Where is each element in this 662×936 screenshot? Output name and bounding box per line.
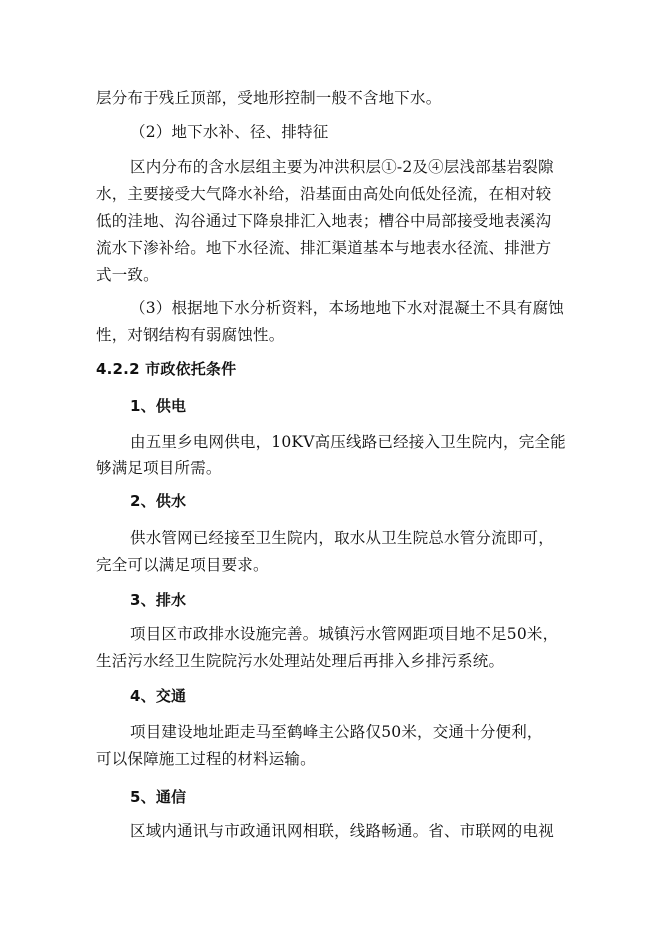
item-heading: 5、通信 <box>130 788 187 806</box>
paragraph-line: 层分布于残丘顶部，受地形控制一般不含地下水。 <box>96 89 442 107</box>
paragraph-line: 区域内通讯与市政通讯网相联，线路畅通。省、市联网的电视 <box>130 822 554 840</box>
paragraph-line: 区内分布的含水层组主要为冲洪积层①-2及④层浅部基岩裂隙 <box>130 158 554 176</box>
paragraph-line: 可以保障施工过程的材料运输。 <box>96 750 316 768</box>
paragraph-line: 低的洼地、沟谷通过下降泉排汇入地表；槽谷中局部接受地表溪沟 <box>96 212 552 230</box>
item-heading: 2、供水 <box>130 492 187 510</box>
paragraph-line: 完全可以满足项目要求。 <box>96 556 269 574</box>
subsection-heading: （2）地下水补、径、排特征 <box>130 123 329 141</box>
item-heading: 1、供电 <box>130 397 187 415</box>
paragraph-line: 够满足项目所需。 <box>96 459 222 477</box>
paragraph-line: （3）根据地下水分析资料，本场地地下水对混凝土不具有腐蚀 <box>130 299 564 317</box>
paragraph-line: 流水下渗补给。地下水径流、排汇渠道基本与地表水径流、排泄方 <box>96 239 552 257</box>
paragraph-line: 由五里乡电网供电，10KV高压线路已经接入卫生院内，完全能 <box>130 433 566 451</box>
paragraph-line: 供水管网已经接至卫生院内，取水从卫生院总水管分流即可， <box>130 529 554 547</box>
paragraph-line: 项目建设地址距走马至鹤峰主公路仅50米，交通十分便利， <box>130 723 543 741</box>
item-heading: 3、排水 <box>130 591 187 609</box>
paragraph-line: 性，对钢结构有弱腐蚀性。 <box>96 326 285 344</box>
section-title: 4.2.2 市政依托条件 <box>96 360 237 378</box>
paragraph-line: 式一致。 <box>96 266 159 284</box>
paragraph-line: 生活污水经卫生院院污水处理站处理后再排入乡排污系统。 <box>96 652 505 670</box>
paragraph-line: 项目区市政排水设施完善。城镇污水管网距项目地不足50米， <box>130 625 559 643</box>
item-heading: 4、交通 <box>130 687 187 705</box>
paragraph-line: 水，主要接受大气降水补给，沿基面由高处向低处径流，在相对较 <box>96 185 552 203</box>
